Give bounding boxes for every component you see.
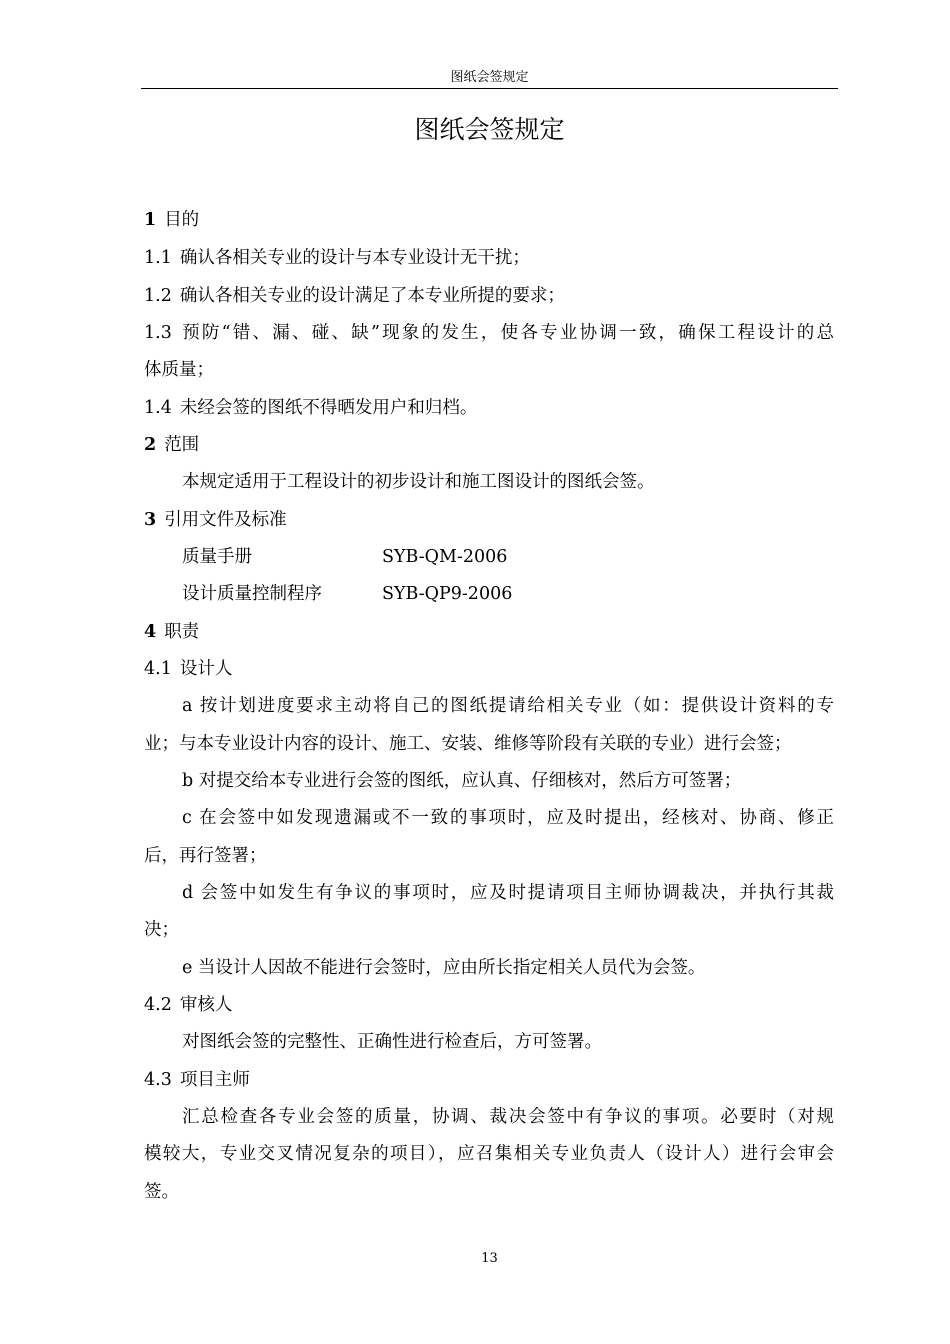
clause-title: 审核人 xyxy=(179,995,233,1015)
clause-number: 4.1 xyxy=(144,659,172,679)
section-title: 职责 xyxy=(164,622,200,642)
section-3-heading xyxy=(144,508,834,532)
item-c: c 在会签中如发现遗漏或不一致的事项时，应及时提出，经核对、协商、修正 xyxy=(182,808,834,828)
clause-number: 4.3 xyxy=(144,1070,172,1090)
section-2-body: 本规定适用于工程设计的初步设计和施工图设计的图纸会签。 xyxy=(182,472,655,492)
item-c-continued: 后，再行签署； xyxy=(144,846,267,866)
item-a: a 按计划进度要求主动将自己的图纸提请给相关专业（如：提供设计资料的专 xyxy=(182,696,834,716)
page-number: 13 xyxy=(481,1251,498,1266)
clause-4-3-heading xyxy=(144,1068,834,1092)
clause-4-3-body-continued: 模较大，专业交叉情况复杂的项目），应召集相关专业负责人（设计人）进行会审会 xyxy=(144,1144,834,1164)
clause-1-3-continued: 体质量； xyxy=(144,360,214,380)
clause-1-1 xyxy=(144,246,834,270)
reference-row xyxy=(182,545,834,569)
clause-1-4 xyxy=(144,396,834,420)
item-d: d 会签中如发生有争议的事项时，应及时提请项目主师协调裁决，并执行其裁 xyxy=(182,883,834,903)
section-title: 目的 xyxy=(164,210,200,230)
section-title: 引用文件及标准 xyxy=(164,510,287,530)
item-a-continued: 业；与本专业设计内容的设计、施工、安装、维修等阶段有关联的专业）进行会签； xyxy=(144,734,792,754)
clause-4-2-heading xyxy=(144,993,834,1017)
clause-title: 项目主师 xyxy=(179,1070,250,1090)
clause-text: 未经会签的图纸不得晒发用户和归档。 xyxy=(179,398,478,418)
clause-4-2-body: 对图纸会签的完整性、正确性进行检查后，方可签署。 xyxy=(182,1032,602,1052)
reference-name: 质量手册 xyxy=(182,547,252,567)
item-b: b 对提交给本专业进行会签的图纸，应认真、仔细核对，然后方可签署； xyxy=(182,771,742,791)
section-number: 3 xyxy=(144,510,157,530)
clause-1-2 xyxy=(144,284,834,308)
reference-row xyxy=(182,582,834,606)
section-1-heading xyxy=(144,208,834,232)
clause-text: 预防“错、漏、碰、缺”现象的发生，使各专业协调一致，确保工程设计的总 xyxy=(179,323,834,343)
clause-text: 确认各相关专业的设计与本专业设计无干扰； xyxy=(179,248,530,268)
reference-name: 设计质量控制程序 xyxy=(182,584,322,604)
clause-title: 设计人 xyxy=(179,659,233,679)
clause-number: 1.2 xyxy=(144,286,172,306)
clause-4-3-body: 汇总检查各专业会签的质量，协调、裁决会签中有争议的事项。必要时（对规 xyxy=(182,1107,834,1127)
item-e: e 当设计人因故不能进行会签时，应由所长指定相关人员代为会签。 xyxy=(182,958,706,978)
item-d-continued: 决； xyxy=(144,920,179,940)
clause-number: 1.3 xyxy=(144,323,172,343)
clause-number: 4.2 xyxy=(144,995,172,1015)
clause-4-1-heading xyxy=(144,657,834,681)
clause-4-3-body-end: 签。 xyxy=(144,1182,179,1202)
header-rule xyxy=(141,88,838,89)
clause-number: 1.4 xyxy=(144,398,172,418)
section-number: 2 xyxy=(144,435,157,455)
reference-code: SYB-QM-2006 xyxy=(382,547,508,567)
clause-number: 1.1 xyxy=(144,248,172,268)
section-title: 范围 xyxy=(164,435,200,455)
clause-text: 确认各相关专业的设计满足了本专业所提的要求； xyxy=(179,286,565,306)
section-number: 1 xyxy=(144,210,157,230)
clause-1-3 xyxy=(144,321,834,345)
section-2-heading xyxy=(144,433,834,457)
document-title: 图纸会签规定 xyxy=(414,115,565,144)
running-header: 图纸会签规定 xyxy=(450,70,529,85)
section-number: 4 xyxy=(144,622,157,642)
section-4-heading xyxy=(144,620,834,644)
reference-code: SYB-QP9-2006 xyxy=(382,584,513,604)
